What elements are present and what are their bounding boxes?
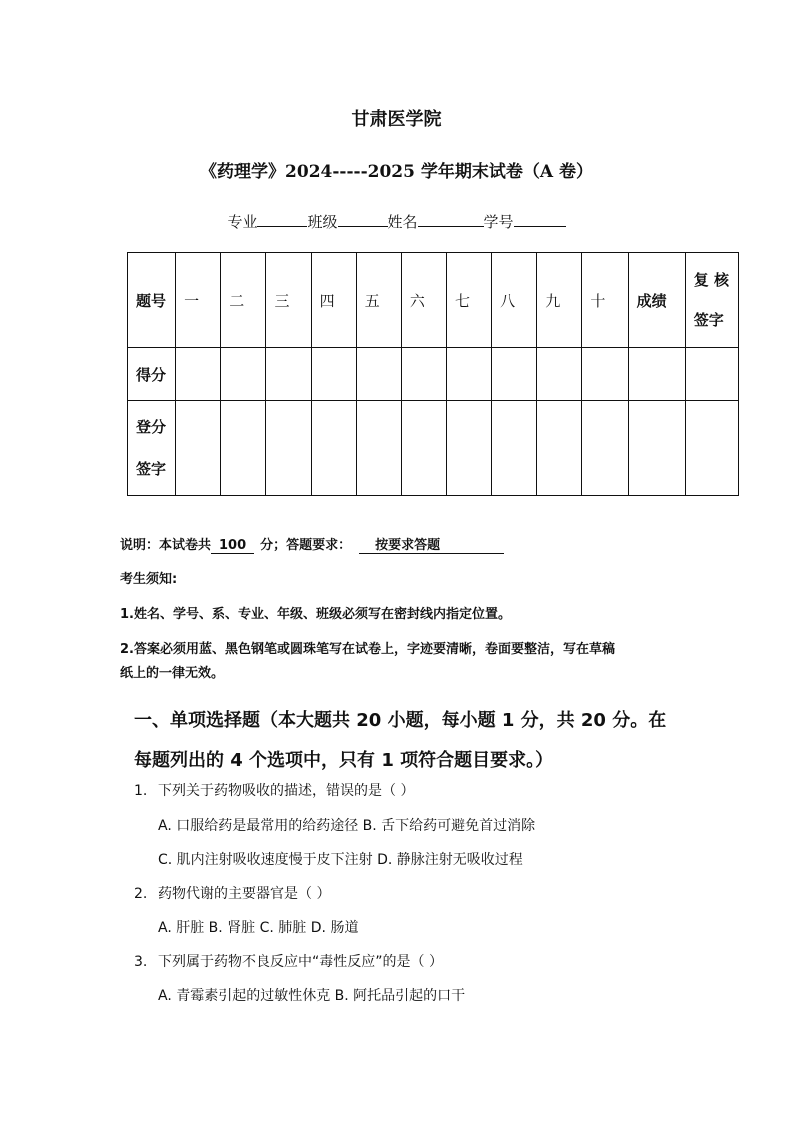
score-cell[interactable] xyxy=(401,348,446,401)
col-header: 十 xyxy=(582,253,628,348)
question-1-options-a-b: A. 口服给药是最常用的给药途径 B. 舌下给药可避免首过消除 xyxy=(158,818,536,834)
score-cell[interactable] xyxy=(266,348,311,401)
signature-cell[interactable] xyxy=(685,401,738,496)
question-2-options: A. 肝脏 B. 肾脏 C. 肺脏 D. 肠道 xyxy=(158,920,359,936)
score-cell[interactable] xyxy=(582,348,628,401)
answer-requirement: 按要求答题 xyxy=(359,538,504,554)
section-heading-cont: 每题列出的 4 个选项中，只有 1 项符合题目要求。） xyxy=(134,750,554,771)
notice-title: 考生须知: xyxy=(120,572,178,587)
question-number: 3. xyxy=(134,954,148,970)
col-header: 八 xyxy=(492,253,537,348)
signature-cell[interactable] xyxy=(176,401,221,496)
question-3 xyxy=(134,951,443,971)
signature-cell[interactable] xyxy=(492,401,537,496)
signature-cell[interactable] xyxy=(266,401,311,496)
col-header-review: 复 核 签字 xyxy=(685,253,738,348)
question-2 xyxy=(134,883,330,903)
score-cell[interactable] xyxy=(311,348,356,401)
row-header-score: 得分 xyxy=(128,348,176,401)
major-label: 专业 xyxy=(227,213,258,231)
score-cell[interactable] xyxy=(492,348,537,401)
student-info-line xyxy=(0,211,793,232)
col-header: 二 xyxy=(221,253,266,348)
class-blank[interactable] xyxy=(338,212,388,227)
signature-cell[interactable] xyxy=(356,401,401,496)
question-number: 1. xyxy=(134,783,148,799)
score-cell[interactable] xyxy=(447,348,492,401)
question-text: 下列属于药物不良反应中“毒性反应”的是（ ） xyxy=(158,954,443,970)
notice-item-1: 1.姓名、学号、系、专业、年级、班级必须写在密封线内指定位置。 xyxy=(120,607,511,622)
col-header: 一 xyxy=(176,253,221,348)
notice-item-2-cont: 纸上的一律无效。 xyxy=(120,666,225,681)
question-number: 2. xyxy=(134,886,148,902)
score-table xyxy=(127,252,739,496)
col-header: 五 xyxy=(356,253,401,348)
id-blank[interactable] xyxy=(514,212,566,227)
school-name: 甘肃医学院 xyxy=(351,109,442,130)
col-header: 六 xyxy=(401,253,446,348)
col-header-total: 成绩 xyxy=(628,253,685,348)
exam-description: 说明：本试卷共 100 分；答题要求： 按要求答题 xyxy=(120,534,504,553)
signature-cell[interactable] xyxy=(447,401,492,496)
score-cell[interactable] xyxy=(356,348,401,401)
score-cell[interactable] xyxy=(685,348,738,401)
col-header: 三 xyxy=(266,253,311,348)
id-label: 学号 xyxy=(483,213,514,231)
notice-item-2: 2.答案必须用蓝、黑色钢笔或圆珠笔写在试卷上，字迹要清晰，卷面要整洁，写在草稿 xyxy=(120,642,615,657)
score-cell[interactable] xyxy=(221,348,266,401)
col-header: 九 xyxy=(537,253,582,348)
signature-row xyxy=(128,401,739,496)
signature-cell[interactable] xyxy=(537,401,582,496)
name-blank[interactable] xyxy=(418,212,484,227)
question-1-options-c-d: C. 肌内注射吸收速度慢于皮下注射 D. 静脉注射无吸收过程 xyxy=(158,852,523,868)
score-table-header-row xyxy=(128,253,739,348)
exam-title: 《药理学》2024-----2025 学年期末试卷（A 卷） xyxy=(200,162,593,182)
signature-cell[interactable] xyxy=(582,401,628,496)
row-header-question-number: 题号 xyxy=(128,253,176,348)
signature-cell[interactable] xyxy=(221,401,266,496)
signature-cell[interactable] xyxy=(401,401,446,496)
signature-cell[interactable] xyxy=(628,401,685,496)
signature-cell[interactable] xyxy=(311,401,356,496)
class-label: 班级 xyxy=(307,213,338,231)
col-header: 四 xyxy=(311,253,356,348)
name-label: 姓名 xyxy=(387,213,418,231)
major-blank[interactable] xyxy=(257,212,307,227)
score-cell[interactable] xyxy=(628,348,685,401)
section-heading: 一、单项选择题（本大题共 20 小题，每小题 1 分，共 20 分。在 xyxy=(134,710,667,731)
score-cell[interactable] xyxy=(537,348,582,401)
question-1 xyxy=(134,780,414,800)
total-score: 100 xyxy=(211,538,254,554)
score-cell[interactable] xyxy=(176,348,221,401)
question-text: 下列关于药物吸收的描述，错误的是（ ） xyxy=(158,783,415,799)
col-header: 七 xyxy=(447,253,492,348)
question-text: 药物代谢的主要器官是（ ） xyxy=(158,886,331,902)
score-row xyxy=(128,348,739,401)
question-3-options: A. 青霉素引起的过敏性休克 B. 阿托品引起的口干 xyxy=(158,988,466,1004)
row-header-signature: 登分 签字 xyxy=(128,401,176,496)
